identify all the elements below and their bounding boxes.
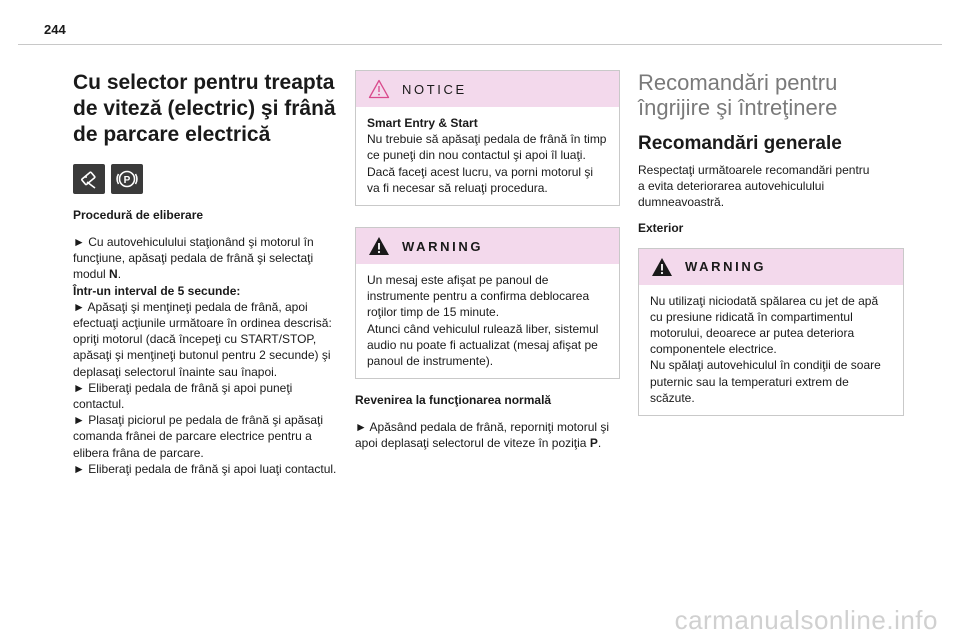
care-title-line: Recomandări pentru <box>638 70 838 95</box>
warning-box <box>355 227 620 379</box>
notice-box <box>355 70 620 206</box>
step-paragraph: ► Cu autovehiculului staţionând şi motorul în funcţiune, apăsaţi pedala de frână şi selectaţi modul N. <box>73 235 314 282</box>
watermark: carmanualsonline.info <box>674 605 938 635</box>
gear-selector-icon <box>73 164 105 194</box>
page-number: 244 <box>44 22 66 37</box>
notice-body <box>356 107 619 205</box>
section-title <box>73 70 341 148</box>
notice-label: NOTICE <box>402 81 467 97</box>
warning-text: Nu utilizaţi niciodată spălarea cu jet de apă cu presiune ridicată în compartimentul motorului, deoarece ar putea deteriora componentele electrice. <box>650 293 879 357</box>
warning-label: WARNING <box>402 238 484 254</box>
warning-text: Nu spălaţi autovehiculul în condiţii de soare puternic sau la temperaturi extrem de scăzute. <box>650 358 881 405</box>
warning-icon <box>651 257 673 277</box>
section-title-line: de viteză (electric) şi frână <box>73 97 336 120</box>
section-title-line: de parcare electrică <box>73 123 271 146</box>
step-paragraph: ► Apăsaţi şi menţineţi pedala de frână, apoi efectuaţi acţiunile următoare în ordinea descrisă: opriţi motorul (dacă începeţi cu START/STOP, apăsaţi şi menţineţi butonul pentru 2 secunde) şi deplasaţi selectorul înainte sau înapoi. <box>73 299 332 379</box>
general-recommendations-heading: Recomandări generale <box>638 133 842 154</box>
warning-label: WARNING <box>685 259 767 275</box>
notice-icon <box>368 79 390 99</box>
notice-heading: Smart Entry & Start <box>367 116 478 130</box>
warning-text: Atunci când vehiculul rulează liber, sistemul audio nu poate fi actualizat (mesaj afişat pe panoul de instrumente). <box>367 321 599 369</box>
warning-header <box>356 228 619 264</box>
top-divider <box>18 44 942 45</box>
step-paragraph: ► Apăsând pedala de frână, reporniţi motorul şi apoi deplasaţi selectorul de viteze în poziţia P. <box>355 420 610 451</box>
warning-icon <box>368 236 390 256</box>
release-procedure-text <box>73 234 341 477</box>
exterior-warning-box <box>638 248 904 416</box>
notice-header <box>356 71 619 107</box>
care-section-title <box>638 70 904 120</box>
section-title-line: Cu selector pentru treapta <box>73 71 335 94</box>
left-column <box>73 70 341 477</box>
svg-text:P: P <box>123 175 131 186</box>
parking-brake-icon <box>111 164 143 194</box>
middle-column <box>355 70 620 452</box>
step-paragraph: ► Plasaţi piciorul pe pedala de frână şi apăsaţi comanda frânei de parcare electrice pentru a elibera frâna de parcare. <box>73 413 324 460</box>
normal-operation-text <box>355 419 620 451</box>
warning-body <box>639 285 903 415</box>
right-column <box>638 70 904 416</box>
release-procedure-heading: Procedură de eliberare <box>73 208 204 222</box>
normal-operation-heading: Revenirea la funcţionarea normală <box>355 393 552 408</box>
step-paragraph: ► Eliberaţi pedala de frână şi apoi puneţi contactul. <box>73 380 293 412</box>
care-title-line: îngrijire şi întreţinere <box>638 95 838 120</box>
step-paragraph: ► Eliberaţi pedala de frână şi apoi luaţi contactul. <box>73 461 337 476</box>
step-interval-note: Într-un interval de 5 secunde: <box>73 283 241 298</box>
notice-text: Nu trebuie să apăsaţi pedala de frână în timp ce puneţi din nou contactul şi apoi îl luaţi. Dacă faceţi acest lucru, va porni motorul şi va fi necesar să reluaţi procedura. <box>367 132 607 195</box>
feature-icons <box>73 164 341 194</box>
warning-header <box>639 249 903 285</box>
warning-text: Un mesaj este afişat pe panoul de instrumente pentru a confirma deblocarea roţilor timp de 15 minute. <box>367 273 590 320</box>
general-intro-text: Respectaţi următoarele recomandări pentru a evita deteriorarea autovehiculului dumneavoastră. <box>638 163 870 210</box>
warning-body <box>356 264 619 378</box>
exterior-heading: Exterior <box>638 220 684 235</box>
